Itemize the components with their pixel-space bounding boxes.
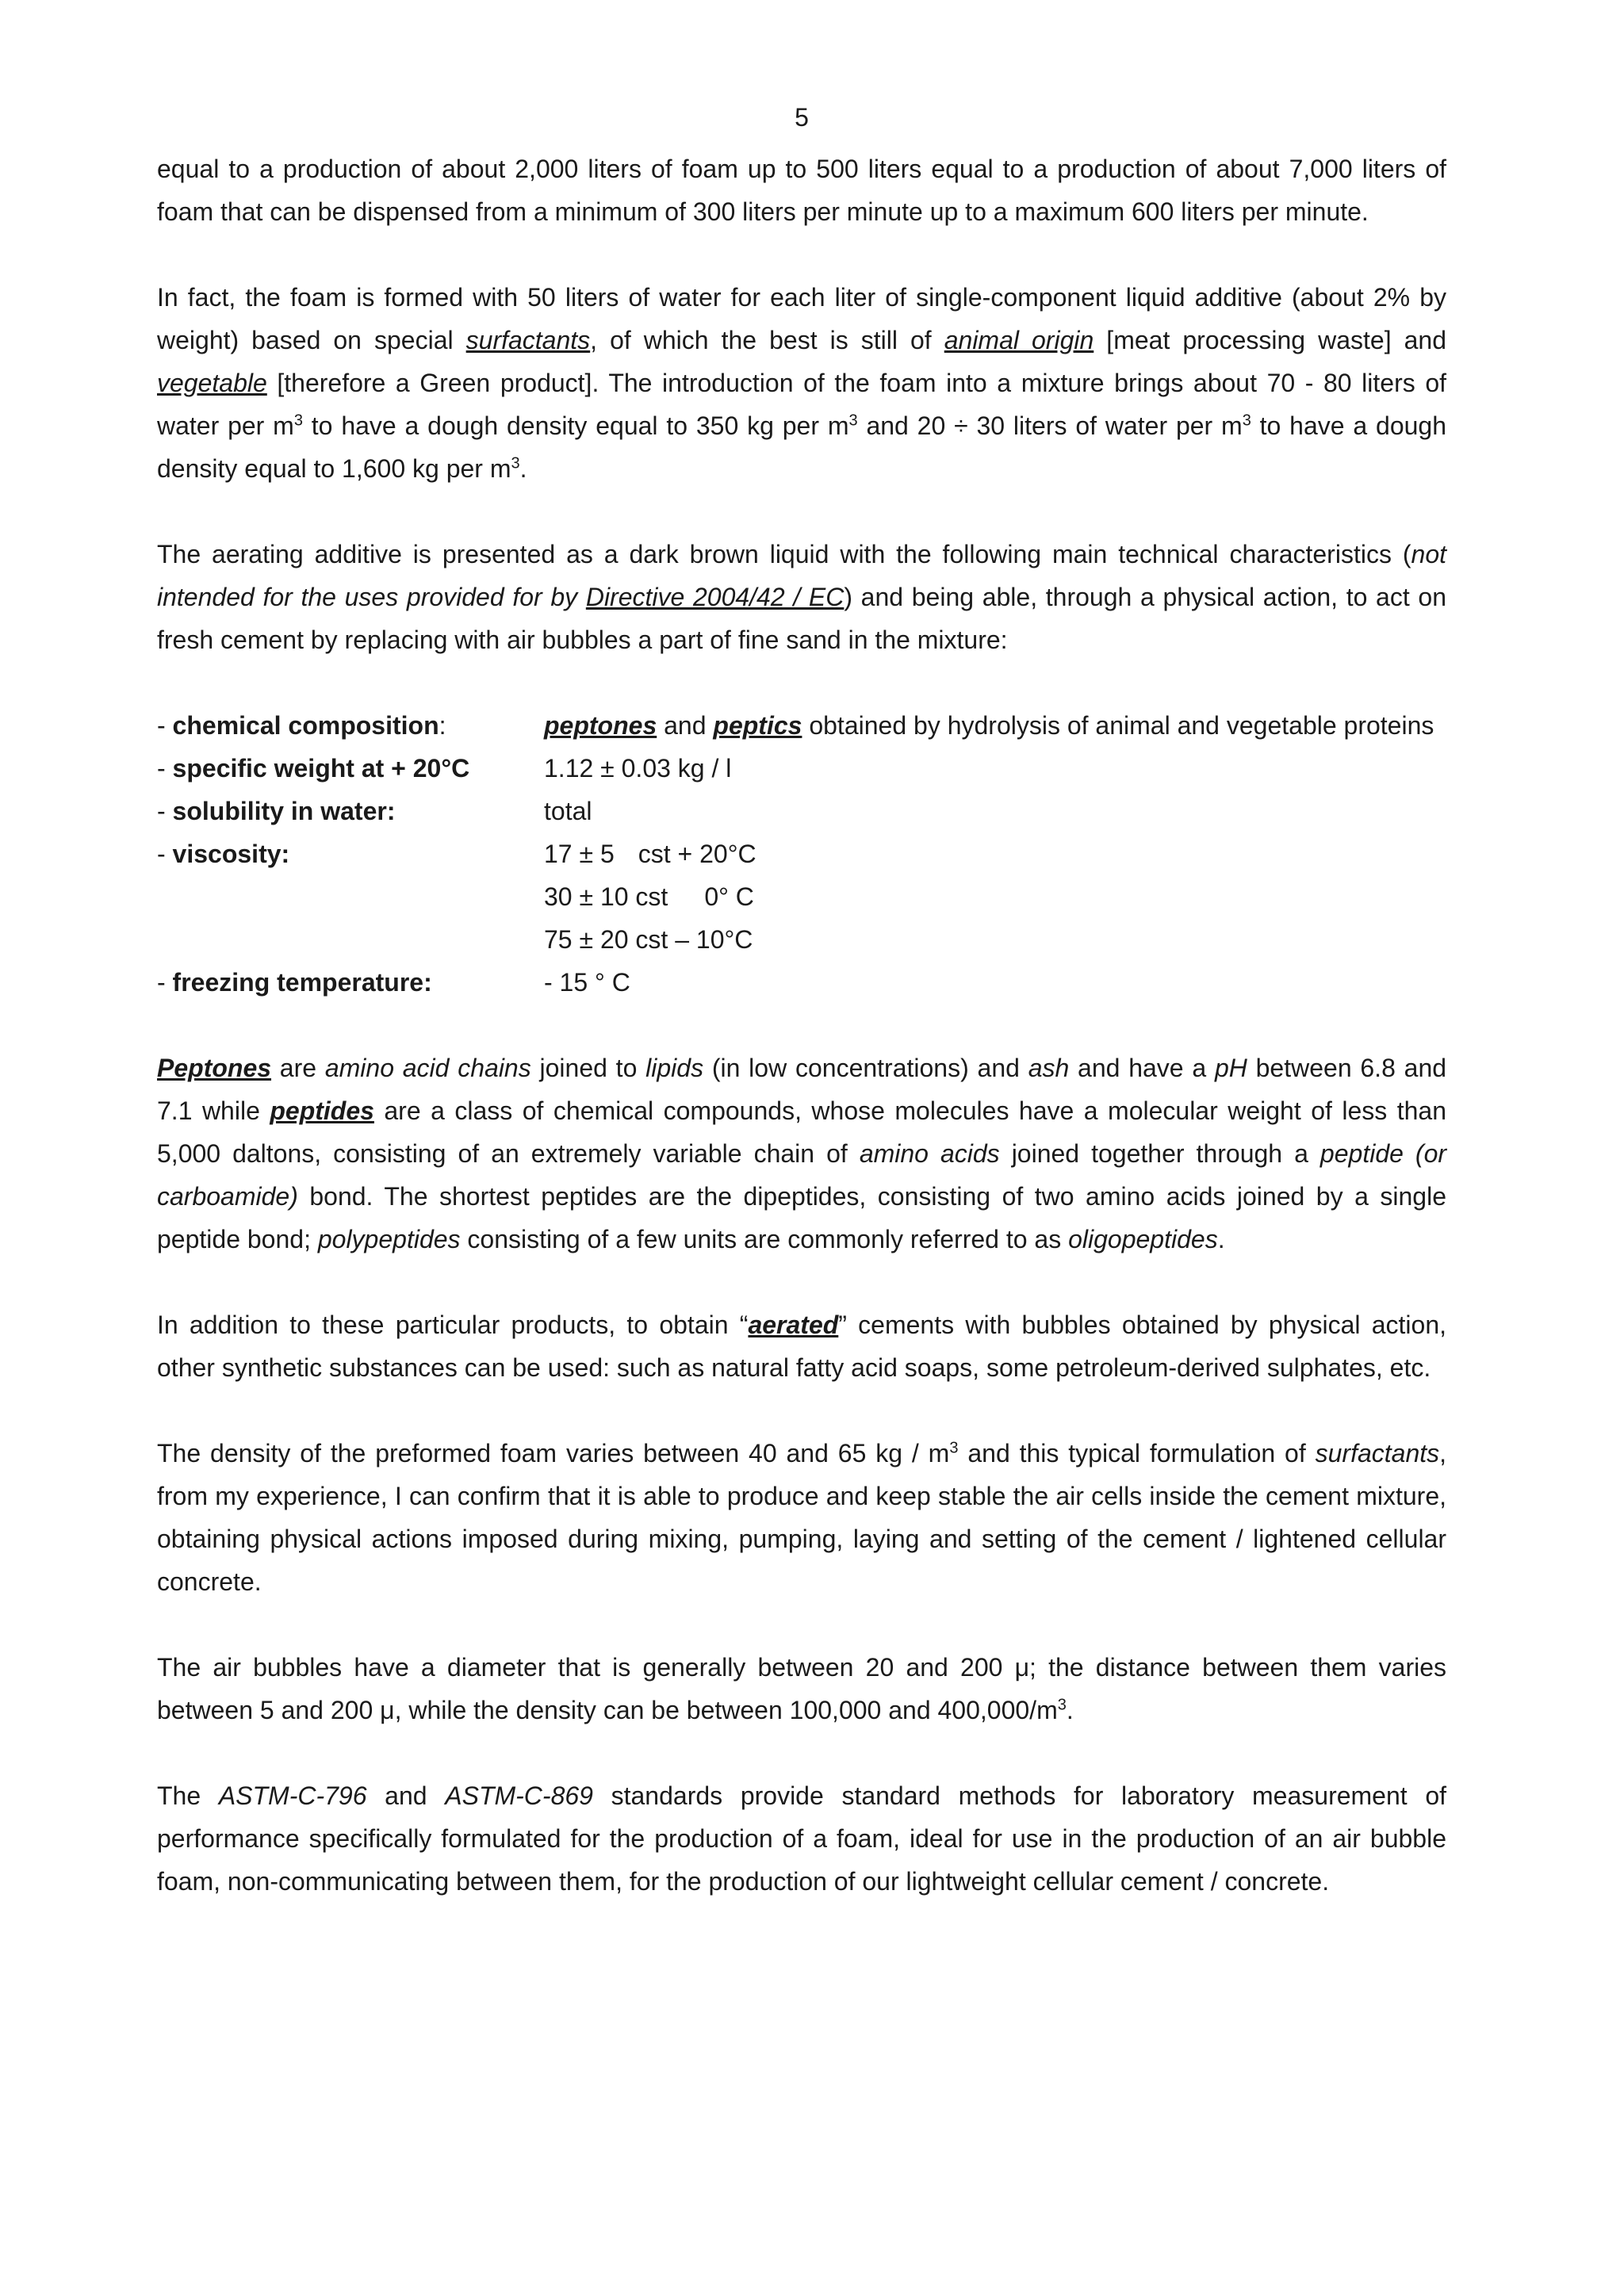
spec-row-chemical-composition: - chemical composition: peptones and peptics obtained by hydrolysis of animal and vegetable proteins [157, 711, 1434, 740]
page-number: 5 [795, 103, 809, 132]
paragraph-foam-density: The density of the preformed foam varies between 40 and 65 kg / $m^3$ and this typical formulation of surfactants, from my experience, I can confirm that it is able to produce and keep stable the air cells inside the cement mixture, obtaining physical actions imposed during mixing, pumping, laying and setting of the cement / lightened cellular concrete. [157, 1439, 1447, 1596]
paragraph-foam-formation: In fact, the foam is formed with 50 liters of water for each liter of single-component liquid additive (about 2% by weight) based on special surfactants, of which the best is still of animal origin [meat processing waste] and vegetable [therefore a Green product]. The introduction of the foam into a mixture brings about 70 - 80 liters of water per $m^3$ to have a dough density equal to 350 kg per $m^3$ and 20 ÷ 30 liters of water per $m^3$ to have a dough density equal to 1,600 kg per $m^3$. [157, 283, 1447, 483]
term-peptones: peptones [544, 711, 657, 740]
paragraph-synthetic-substances: In addition to these particular products, to obtain “aerated” cements with bubbles obtained by physical action, other synthetic substances can be used: such as natural fatty acid soaps, some petroleum-derived sulphates, etc. [157, 1311, 1447, 1382]
technical-characteristics-list [157, 704, 1446, 1004]
spec-row-freezing-temperature: - freezing temperature: - 15 ° C [157, 968, 630, 997]
spec-row-viscosity-2: 30 ± 10 cst 0° C [544, 882, 754, 911]
directive-reference: Directive 2004/42 / EC [585, 583, 845, 611]
paragraph-foam-production: equal to a production of about 2,000 liters of foam up to 500 liters equal to a production of about 7,000 liters of foam that can be dispensed from a minimum of 300 liters per minute up to a maximum 600 liters per minute. [157, 155, 1446, 226]
paragraph-air-bubbles: The air bubbles have a diameter that is generally between 20 and 200 μ; the distance between them varies between 5 and 200 μ, while the density can be between 100,000 and $400,000/m^3$. [157, 1653, 1446, 1724]
term-animal-origin: animal origin [944, 326, 1094, 354]
term-surfactants: surfactants [465, 326, 591, 354]
paragraph-astm-standards: The ASTM-C-796 and ASTM-C-869 standards provide standard methods for laboratory measurement of performance specifically formulated for the production of a foam, ideal for use in the production of an air bubble foam, non-communicating between them, for the production of our lightweight cellular cement / concrete. [157, 1781, 1447, 1896]
paragraph-peptones-peptides: Peptones are amino acid chains joined to lipids (in low concentrations) and ash and have a pH between 6.8 and 7.1 while peptides are a class of chemical compounds, whose molecules have a molecular weight of less than 5,000 daltons, consisting of an extremely variable chain of amino acids joined together through a peptide (or carboamide) bond. The shortest peptides are the dipeptides, consisting of two amino acids joined by a single peptide bond; polypeptides consisting of a few units are commonly referred to as oligopeptides. [157, 1054, 1447, 1253]
spec-row-viscosity-3: 75 ± 20 cst – 10°C [544, 925, 753, 954]
term-vegetable: vegetable [157, 369, 267, 397]
spec-row-specific-weight: - specific weight at + 20°C 1.12 ± 0.03 kg / l [157, 754, 732, 783]
term-peptics: peptics [713, 711, 802, 740]
spec-row-viscosity: - viscosity: 17 ± 5 cst + 20°C [157, 840, 756, 868]
spec-row-solubility: - solubility in water: total [157, 797, 592, 825]
paragraph-aerating-additive: The aerating additive is presented as a dark brown liquid with the following main technical characteristics (not intended for the uses provided for by Directive 2004/42 / EC) and being able, through a physical action, to act on fresh cement by replacing with air bubbles a part of fine sand in the mixture: [157, 540, 1447, 654]
